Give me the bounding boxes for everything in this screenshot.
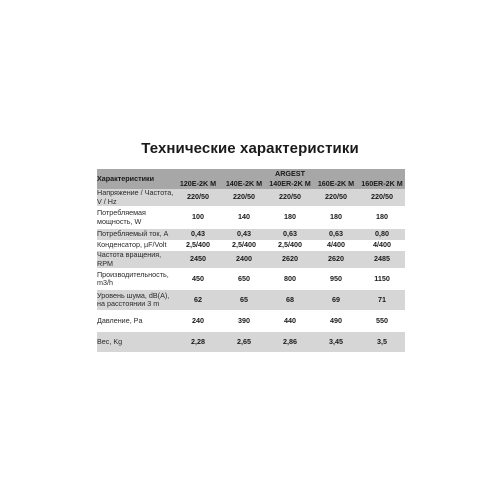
cell: 4/400 [313, 240, 359, 251]
cell: 0,43 [221, 229, 267, 240]
cell: 220/50 [221, 189, 267, 206]
table-row [97, 332, 405, 352]
row-label: Напряжение / Частота, V / Hz [97, 188, 174, 206]
header-label: Характеристики [97, 169, 175, 189]
cell: 65 [221, 290, 267, 310]
cell: 0,63 [313, 229, 359, 240]
model-header: 140ER-2K M [267, 179, 313, 189]
page-title: Технические характеристики [141, 140, 359, 157]
cell: 220/50 [359, 189, 405, 206]
cell: 2,86 [267, 332, 313, 352]
cell: 3,45 [313, 332, 359, 352]
table-row [97, 189, 405, 206]
cell: 2,5/400 [221, 240, 267, 251]
model-header: 160ER-2K M [359, 179, 405, 189]
model-header: 160E-2K M [313, 179, 359, 189]
spec-table [97, 169, 405, 352]
cell: 3,5 [359, 332, 405, 352]
cell: 2,65 [221, 332, 267, 352]
row-label: Производительность, m3/h [97, 268, 175, 290]
table-row [97, 268, 405, 290]
cell: 100 [175, 206, 221, 229]
cell: 450 [175, 268, 221, 290]
cell: 220/50 [313, 189, 359, 206]
row-label: Давление, Pa [97, 310, 175, 332]
row-label: Частота вращения, RPM [97, 251, 175, 268]
cell: 440 [267, 310, 313, 332]
cell: 2485 [359, 251, 405, 268]
row-label: Потребляемый ток, A [97, 229, 175, 240]
cell: 180 [267, 206, 313, 229]
cell: 68 [267, 290, 313, 310]
cell: 180 [313, 206, 359, 229]
cell: 2620 [313, 251, 359, 268]
cell: 1150 [359, 268, 405, 290]
cell: 240 [175, 310, 221, 332]
cell: 2620 [267, 251, 313, 268]
table-row [97, 229, 405, 240]
table-row [97, 290, 405, 310]
row-label: Уровень шума, dB(A), на расстоянии 3 m [97, 290, 175, 310]
row-label: Конденсатор, µF/Volt [97, 240, 175, 251]
cell: 180 [359, 206, 405, 229]
brand-header: ARGEST [175, 169, 405, 179]
cell: 390 [221, 310, 267, 332]
cell: 220/50 [267, 189, 313, 206]
cell: 490 [313, 310, 359, 332]
table-row [97, 251, 405, 268]
cell: 2,5/400 [175, 240, 221, 251]
cell: 2,5/400 [267, 240, 313, 251]
cell: 220/50 [175, 189, 221, 206]
table-row [97, 310, 405, 332]
cell: 950 [313, 268, 359, 290]
cell: 0,80 [359, 229, 405, 240]
row-label: Потребляемая мощность, W [97, 206, 175, 229]
row-label: Вес, Kg [97, 332, 175, 352]
cell: 2,28 [175, 332, 221, 352]
cell: 0,63 [267, 229, 313, 240]
cell: 69 [313, 290, 359, 310]
model-header: 140E-2K M [221, 179, 267, 189]
cell: 71 [359, 290, 405, 310]
cell: 62 [175, 290, 221, 310]
cell: 2400 [221, 251, 267, 268]
cell: 800 [267, 268, 313, 290]
cell: 550 [359, 310, 405, 332]
cell: 0,43 [175, 229, 221, 240]
table-row [97, 206, 405, 229]
cell: 140 [221, 206, 267, 229]
cell: 650 [221, 268, 267, 290]
model-header: 120E-2K M [175, 179, 221, 189]
cell: 4/400 [359, 240, 405, 251]
cell: 2450 [175, 251, 221, 268]
